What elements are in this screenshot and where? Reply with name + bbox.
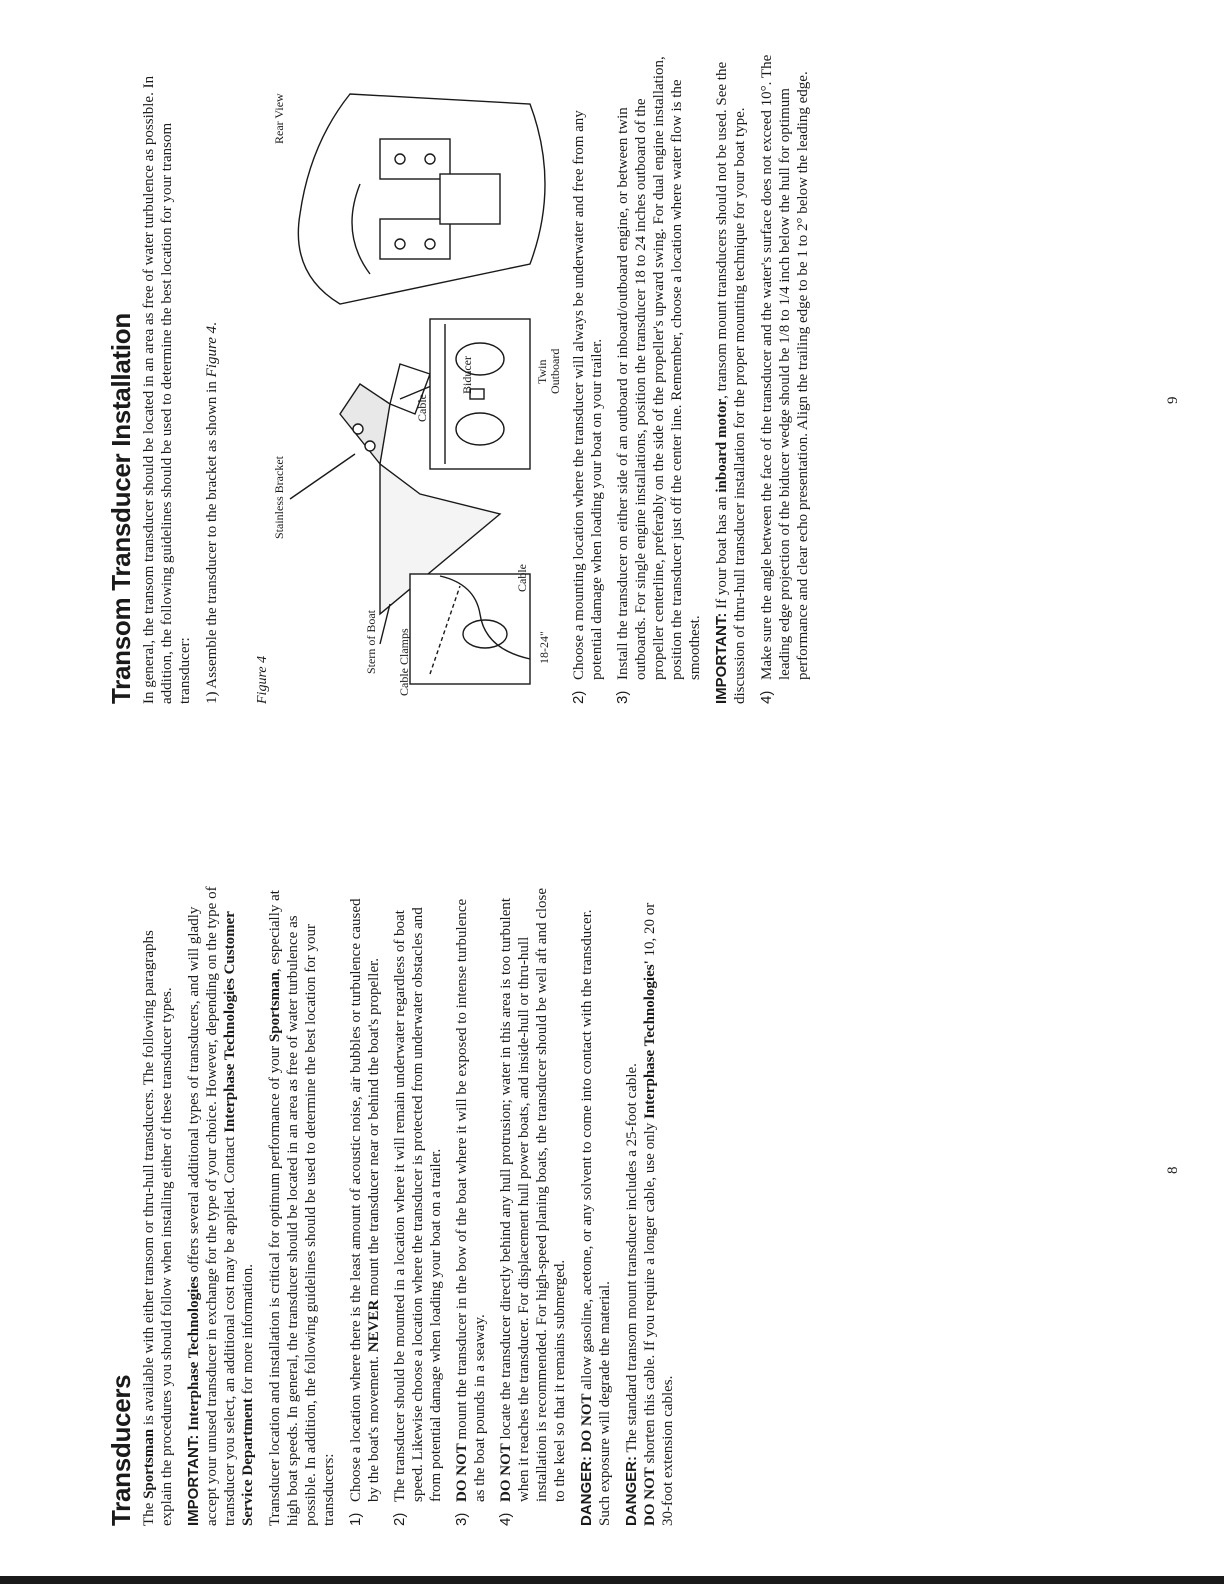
right-important-note: IMPORTANT: If your boat has an inboard motor, transom mount transducers should not be used. See the discussion of thru-hull transducer installation for the proper mounting technique for your boat type. [713,61,748,704]
list-item: 4) DO NOT locate the transducer directly behind any hull protrusion; water in this area is too turbulent when it reaches the transducer. For displacement hull power boats, and inside-hull or thru-hull installation is recommended. For high-speed planing boats, the transducer should be well aft and close to the keel so that it remains submerged. [497,887,568,1526]
list-item: 3) DO NOT mount the transducer in the bow of the boat where it will be exposed to intense turbulence as the boat pounds in a seaway. [453,898,488,1526]
right-page-number: 9 [1165,396,1181,404]
left-location-paragraph: Transducer location and installation is critical for optimum performance of your Sportsman, especially at high boat speeds. In general, the transducer should be located in an area as free of water turbulence as possible. In addition, the following guidelines should be used to determine the best location for your transducers: [267,890,337,1526]
label-cable-a: Cable [515,564,529,592]
left-page-title: Transducers [106,1374,136,1526]
cable-clamps-view [410,574,530,684]
list-item: 4) Make sure the angle between the face of the transducer and the water's surface does not exceed 10°. The leading edge projection of the biducer wedge should be 1/8 to 1/4 inch below the hull for optimum performance and clear echo presentation. Align the trailing edge to be 1 to 2° below the leading edge. [758,54,811,704]
figure-4-label: Figure 4 [255,655,270,704]
list-item: 3) Install the transducer on either side of an outboard or inboard/outboard engine, or between twin outboards. For single engine installations, position the transducer 18 to 24 inches outboard of the propeller centerline, preferably on the side of the propeller's upward swing. For dual engine installation, position the transducer just off the center line. Remember, choose a location where water flow is the smoothest. [614,56,703,704]
figure-4-drawing [230,54,560,704]
right-page-column [106,54,821,704]
rear-view [298,94,545,304]
right-page-title: Transom Transducer Installation [106,313,136,704]
left-page-number: 8 [1165,1166,1181,1174]
label-cable-clamps: Cable Clamps [397,628,411,696]
right-guidelines-list [570,54,704,704]
label-biducer: Biducer [460,356,474,394]
left-danger-solvent: DANGER: DO NOT allow gasoline, acetone, or any solvent to come into contact with the transducer. Such exposure will degrade the material. [578,909,613,1526]
left-guidelines-list [347,886,569,1526]
list-item: 2) The transducer should be mounted in a location where it will remain underwater regardless of boat speed. Likewise choose a location where the transducer is protected from underwater obstacles and from potential damage when loading your boat on a trailer. [391,907,444,1526]
label-rear-view: Rear View [272,93,286,144]
label-distance: 18-24" [537,631,551,664]
label-twin: Twin [535,359,549,384]
right-step-1: 1) Assemble the transducer to the bracket as shown in Figure 4. [204,322,220,704]
left-page-column [106,886,686,1526]
left-intro-paragraph: The Sportsman is available with either transom or thru-hull transducers. The following paragraphs explain the procedures you should follow when installing either of these transducer types. [141,930,175,1526]
label-cable-b: Cable [415,394,429,422]
left-important-note: IMPORTANT: Interphase Technologies offers several additional types of transducers, and will gladly accept your unused transducer in exchange for the type of your choice. However, depending on the type of transducer you select, an additional cost may be applied. Contact Interphase Technologies Customer Service Department for more information. [185,886,256,1526]
label-stern-of-boat: Stern of Boat [364,610,378,674]
left-danger-cable: DANGER: The standard transom mount transducer includes a 25-foot cable. DO NOT shorten this cable. If you require a longer cable, use only Interphase Technologies' 10, 20 or 30-foot extension cables. [623,902,676,1526]
right-intro-paragraph: In general, the transom transducer should be located in an area as free of water turbulence as possible. In addition, the following guidelines should be used to determine the best location for your transom transducer: [141,75,193,704]
scan-edge-line [0,1576,1224,1584]
list-item: 1) Choose a location where there is the least amount of acoustic noise, air bubbles or turbulence caused by the boat's movement. NEVER mount the transducer near or behind the boat's propeller. [347,898,382,1526]
twin-outboard-view [430,319,530,469]
label-outboard: Outboard [548,348,562,394]
list-item: 2) Choose a mounting location where the transducer will always be underwater and free from any potential damage when loading your boat on your trailer. [570,110,605,704]
right-guidelines-list-2 [758,54,812,704]
label-stainless-bracket: Stainless Bracket [272,456,286,539]
figure-4 [230,54,560,704]
